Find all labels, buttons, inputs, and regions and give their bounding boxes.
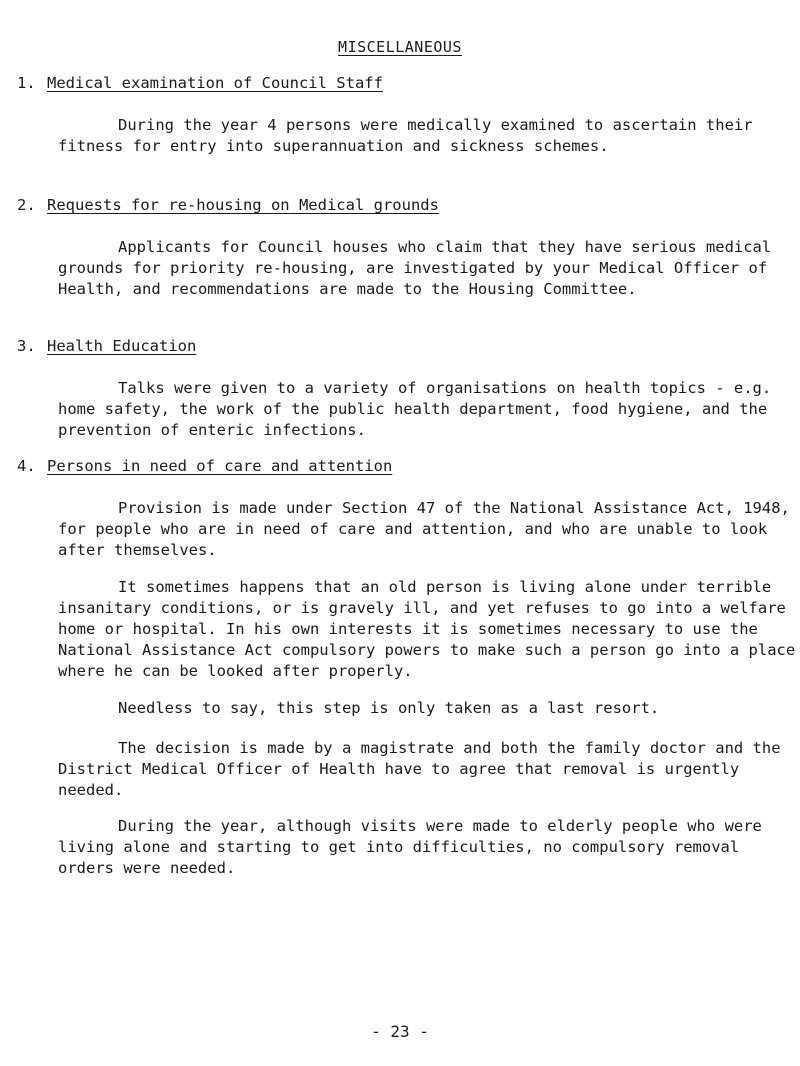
- section-heading-3: [17, 337, 196, 355]
- paragraph: Talks were given to a variety of organisations on health topics - e.g. home safety, the work of the public health department, food hygiene, and the prevention of enteric infections.: [58, 379, 772, 439]
- page-number: - 23 -: [371, 1022, 429, 1041]
- section-number: 3.: [17, 337, 36, 355]
- paragraph: Needless to say, this step is only taken as a last resort.: [118, 699, 660, 717]
- section-title: Medical examination of Council Staff: [47, 74, 383, 92]
- section-title: Persons in need of care and attention: [47, 457, 393, 475]
- paragraph: During the year, although visits were made to elderly people who were living alone and starting to get into difficulties, no compulsory removal orders were needed.: [58, 817, 762, 877]
- section-heading-1: [17, 74, 383, 92]
- paragraph: Provision is made under Section 47 of the National Assistance Act, 1948, for people who are in need of care and attention, and who are unable to look after themselves.: [58, 499, 790, 559]
- section-number: 4.: [17, 457, 36, 475]
- section-title: Health Education: [47, 337, 197, 355]
- paragraph: During the year 4 persons were medically examined to ascertain their fitness for entry into superannuation and sickness schemes.: [58, 116, 753, 155]
- section-title: Requests for re-housing on Medical grounds: [47, 196, 439, 214]
- paragraph: It sometimes happens that an old person is living alone under terrible insanitary conditions, or is gravely ill, and yet refuses to go into a welfare home or hospital. In his own interests it is sometimes necessary to use the National Assistance Act compulsory powers to make such a person go into a place where he can be looked after properly.: [58, 578, 796, 680]
- section-number: 2.: [17, 196, 36, 214]
- paragraph: The decision is made by a magistrate and both the family doctor and the District Medical Officer of Health have to agree that removal is urgently needed.: [58, 739, 781, 799]
- section-heading-4: [17, 457, 392, 475]
- section-number: 1.: [17, 74, 36, 92]
- section-heading-2: [17, 196, 439, 214]
- page-title: MISCELLANEOUS: [338, 38, 462, 56]
- paragraph: Applicants for Council houses who claim that they have serious medical grounds for priority re-housing, are investigated by your Medical Officer of Health, and recommendations are made to the Housing Committee.: [58, 238, 772, 298]
